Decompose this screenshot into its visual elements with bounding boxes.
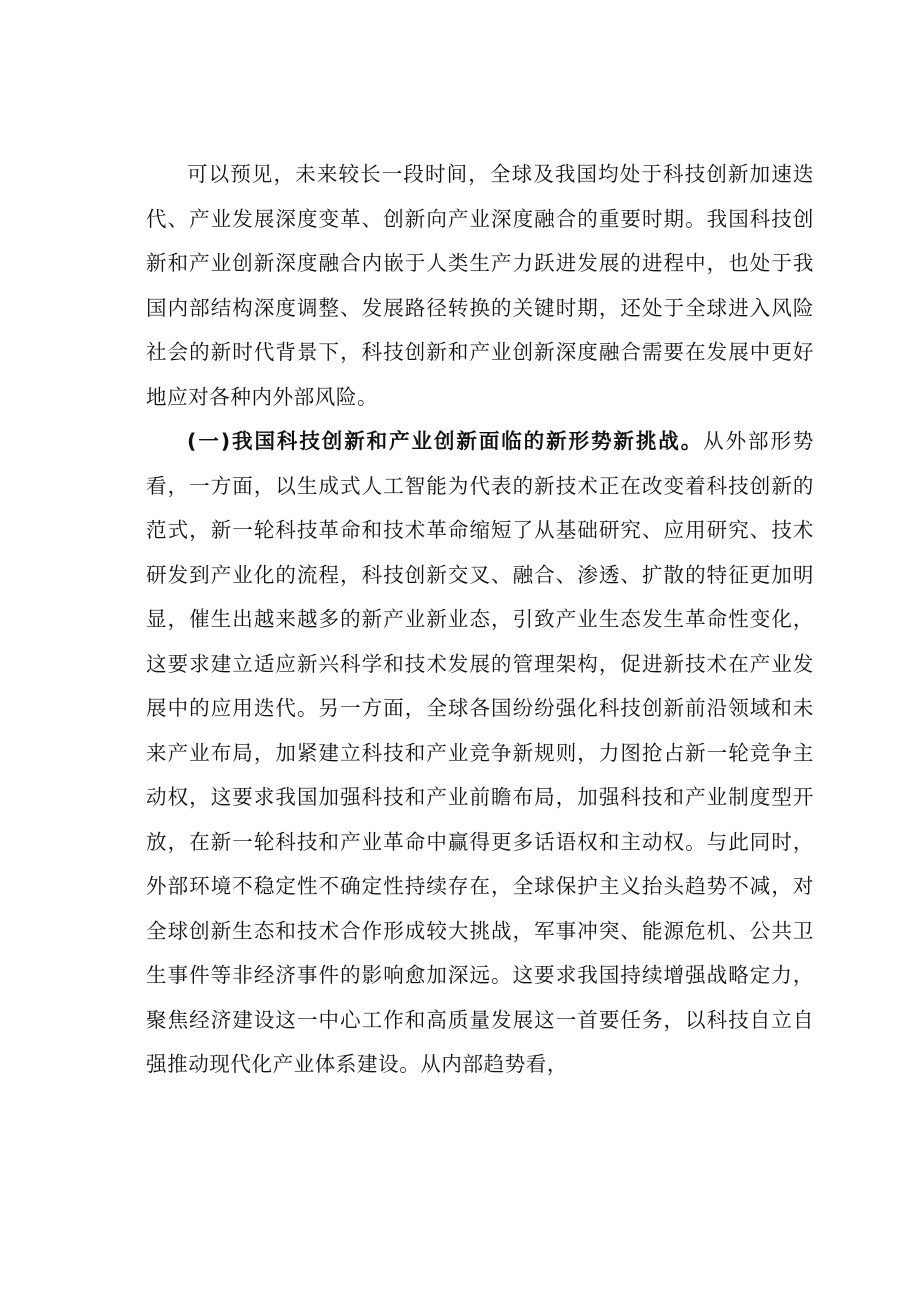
paragraph-section-1-text: 从外部形势看，一方面，以生成式人工智能为代表的新技术正在改变着科技创新的范式，新一轮科技革命和技术革命缩短了从基础研究、应用研究、技术研发到产业化的流程，科技创新交叉、融合、渗透、扩散的特征更加明显，催生出越来越多的新产业新业态，引致产业生态发生革命性变化，这要求建立适应新兴科学和技术发展的管理架构，促进新技术在产业发展中的应用迭代。另一方面，全球各国纷纷强化科技创新前沿领域和未来产业布局，加紧建立科技和产业竞争新规则，力图抢占新一轮竞争主动权，这要求我国加强科技和产业前瞻布局，加强科技和产业制度型开放，在新一轮科技和产业革命中赢得更多话语权和主动权。与此同时，外部环境不稳定性不确定性持续存在，全球保护主义抬头趋势不减，对全球创新生态和技术合作形成较大挑战，军事冲突、能源危机、公共卫生事件等非经济事件的影响愈加深远。这要求我国持续增强战略定力，聚焦经济建设这一中心工作和高质量发展这一首要任务，以科技自立自强推动现代化产业体系建设。从内部趋势看， [146, 429, 815, 1076]
paragraph-intro [146, 152, 814, 419]
paragraph-section-1 [146, 419, 814, 1087]
paragraph-intro-text: 可以预见，未来较长一段时间，全球及我国均处于科技创新加速迭代、产业发展深度变革、创新向产业深度融合的重要时期。我国科技创新和产业创新深度融合内嵌于人类生产力跃进发展的进程中，也处于我国内部结构深度调整、发展路径转换的关键时期，还处于全球进入风险社会的新时代背景下，科技创新和产业创新深度融合需要在发展中更好地应对各种内外部风险。 [146, 162, 814, 409]
document-body [146, 152, 814, 1087]
section-heading: (一)我国科技创新和产业创新面临的新形势新挑战。 [187, 429, 704, 453]
